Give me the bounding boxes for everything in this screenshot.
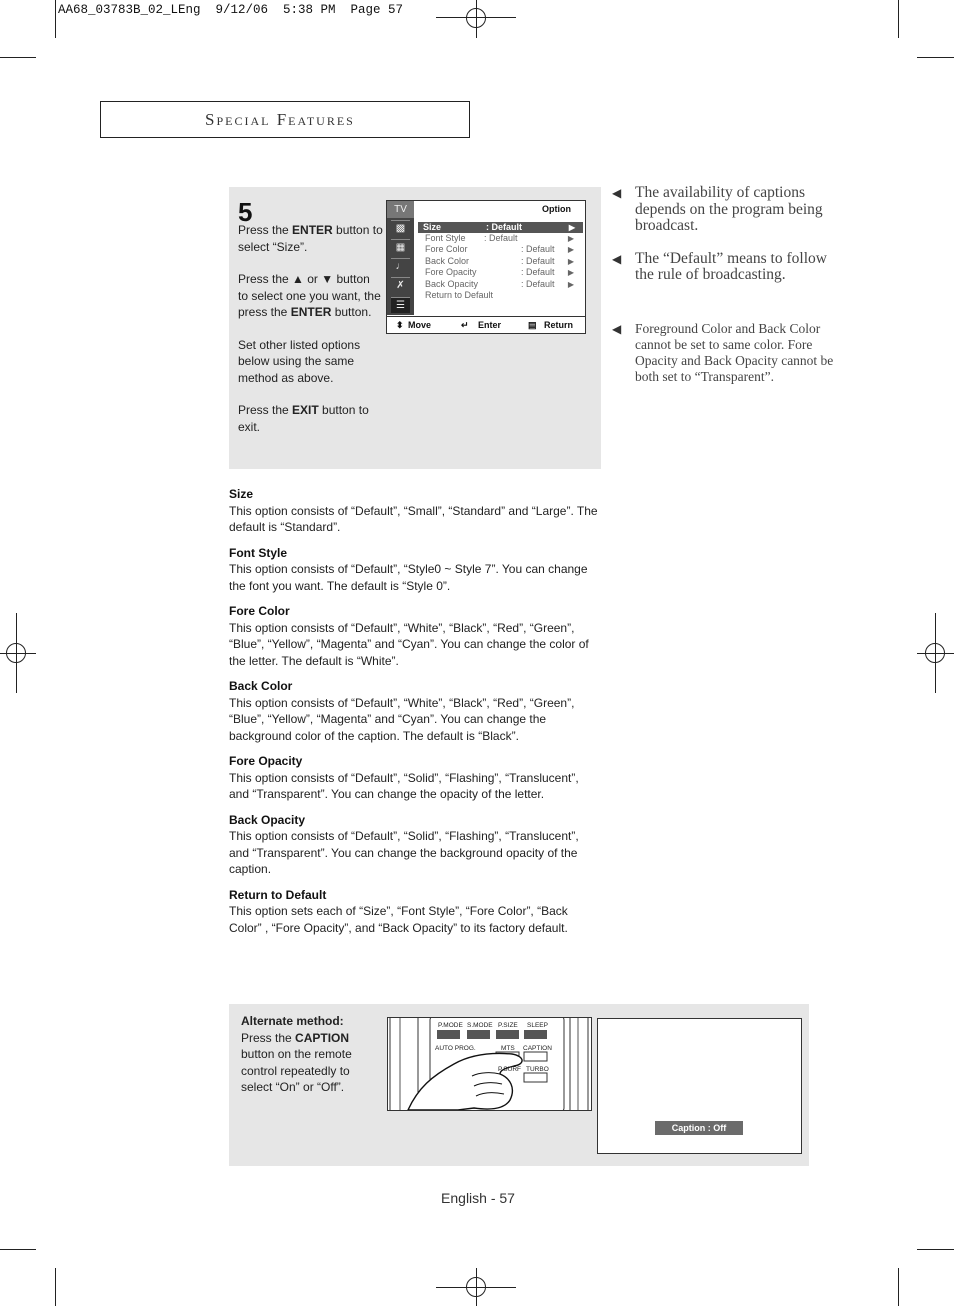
osd-option-menu (386, 200, 586, 334)
speaker-icon: ♩ (391, 258, 410, 274)
registration-mark (6, 643, 26, 663)
remote-key-label: P.SURF (498, 1066, 521, 1073)
arrow-right-icon: ▶ (567, 234, 574, 243)
option-text: This option consists of “Default”, “Small”, “Standard” and “Large”. The default is “Standard”. (229, 503, 598, 534)
setup-icon: ☰ (391, 297, 410, 313)
print-slug: AA68_03783B_02_LEng 9/12/06 5:38 PM Page 57 (58, 3, 404, 17)
step-paragraph: Set other listed options below using the same method as above. (238, 337, 361, 385)
option-text: This option consists of “Default”, “Solid”, “Flashing”, “Translucent”, and “Transparent”. You can change the opacity of the letter. (229, 770, 579, 801)
remote-key-label: P.SIZE (498, 1022, 518, 1029)
arrow-right-icon: ▶ (567, 268, 574, 277)
option-heading: Back Opacity (229, 812, 306, 827)
remote-key-label: P.MODE (438, 1022, 463, 1029)
option-text: This option consists of “Default”, “White”, “Black”, “Red”, “Green”, “Blue”, “Yellow”, “Magenta” and “Cyan”. You can change the color of the letter. The default is “White”. (229, 620, 589, 668)
crop-mark (0, 1249, 36, 1250)
remote-illustration (387, 1017, 592, 1111)
crop-mark (0, 57, 36, 58)
arrow-right-icon: ▶ (567, 245, 574, 254)
osd-row-fore-color[interactable]: Fore Color : Default ▶ (425, 244, 574, 254)
step-number: 5 (238, 197, 253, 227)
alternate-method-text (241, 1013, 384, 1096)
osd-tv-label: TV (387, 201, 414, 218)
pointer-arrow-icon: ◀ (612, 321, 622, 336)
remote-key-label: TURBO (526, 1066, 549, 1073)
step-paragraph: Press the ▲ or ▼ button to select one you want, the press the ENTER button. (238, 272, 381, 319)
arrow-right-icon: ▶ (568, 223, 575, 232)
caption-status-bar: Caption : Off (655, 1121, 743, 1135)
section-title-box (100, 101, 470, 138)
option-text: This option sets each of “Size”, “Font Style”, “Fore Color”, “Back Color” , “Fore Opacity”, and “Back Opacity” to its factory default. (229, 904, 568, 935)
osd-row-fore-opacity[interactable]: Fore Opacity : Default ▶ (425, 267, 574, 277)
registration-mark (925, 643, 945, 663)
step-paragraph: Press the ENTER button to select “Size”. (238, 223, 383, 254)
option-text: This option consists of “Default”, “Style0 ~ Style 7”. You can change the font you want. The default is “Style 0”. (229, 562, 588, 593)
registration-mark (466, 1277, 486, 1297)
crop-mark (898, 0, 899, 38)
arrow-right-icon: ▶ (567, 257, 574, 266)
registration-mark (466, 8, 486, 28)
remote-caption-key-label: CAPTION (523, 1045, 552, 1052)
osd-return-label: Return (544, 320, 573, 330)
pointer-arrow-icon: ◀ (612, 251, 622, 266)
osd-row-return-to-default[interactable]: Return to Default (425, 290, 494, 300)
picture-icon: ▩ (391, 220, 410, 236)
crop-mark (898, 1268, 899, 1306)
osd-row-font-style[interactable]: Font Style : Default ▶ (425, 233, 574, 243)
remote-key-label: MTS (501, 1045, 515, 1052)
page-number: English - 57 (441, 1190, 515, 1206)
osd-row-back-opacity[interactable]: Back Opacity : Default ▶ (425, 279, 574, 289)
note-item: ◀ Foreground Color and Back Color cannot be set to same color. Fore Opacity and Back Opacity cannot be both set to “Transparent”. (612, 320, 834, 385)
crop-mark (917, 1249, 954, 1250)
crop-mark (55, 0, 56, 38)
option-descriptions (229, 486, 601, 945)
section-title: Special Features (205, 110, 355, 129)
osd-enter-label: Enter (478, 320, 502, 330)
note-item: ◀ The “Default” means to follow the rule of broadcasting. (612, 249, 827, 283)
move-icon: ⬍ (396, 320, 404, 330)
option-heading: Fore Opacity (229, 754, 303, 768)
menu-icon: ▤ (528, 320, 537, 330)
arrow-right-icon: ▶ (567, 280, 574, 289)
option-text: This option consists of “Default”, “White”, “Black”, “Red”, “Green”, “Blue”, “Yellow”, “Magenta” and “Cyan”. You can change the background color of the caption. The default is “Black”. (229, 695, 575, 743)
alternate-method-body: Press the CAPTION button on the remote control repeatedly to select “On” or “Off”. (241, 1030, 352, 1094)
enter-icon: ↵ (461, 320, 469, 330)
notes (612, 185, 842, 386)
antenna-icon: ✗ (391, 277, 410, 293)
tv-screen-preview (597, 1018, 802, 1154)
option-heading: Fore Color (229, 604, 290, 618)
osd-title: Option (542, 204, 571, 214)
alternate-method-heading: Alternate method: (241, 1014, 344, 1028)
pointer-arrow-icon: ◀ (612, 186, 622, 200)
osd-row-back-color[interactable]: Back Color : Default ▶ (425, 256, 574, 266)
osd-move-label: Move (408, 320, 432, 330)
note-item: ◀ The availability of captions depends on the program being broadcast. (612, 184, 823, 234)
remote-key-label: AUTO PROG. (435, 1045, 476, 1052)
remote-with-hand-drawing (388, 1018, 591, 1110)
option-heading: Return to Default (229, 887, 327, 902)
step-instructions (238, 222, 383, 451)
page-footer (0, 1190, 954, 1206)
option-text: This option consists of “Default”, “Solid”, “Flashing”, “Translucent”, and “Transparent”. You can change the background opacity of the caption. (229, 829, 579, 876)
step-paragraph: Press the EXIT button to exit. (238, 403, 369, 434)
remote-key-label: SLEEP (527, 1022, 548, 1029)
crop-mark (917, 57, 954, 58)
remote-key-label: S.MODE (467, 1022, 493, 1029)
crop-mark (55, 1268, 56, 1306)
option-heading: Font Style (229, 545, 288, 560)
osd-row-size[interactable]: Size : Default ▶ (418, 222, 583, 233)
osd-sidebar (387, 201, 414, 315)
option-heading: Size (229, 487, 254, 501)
sound-bars-icon: ▦ (391, 239, 410, 255)
option-heading: Back Color (229, 679, 293, 693)
osd-footer (387, 316, 585, 334)
